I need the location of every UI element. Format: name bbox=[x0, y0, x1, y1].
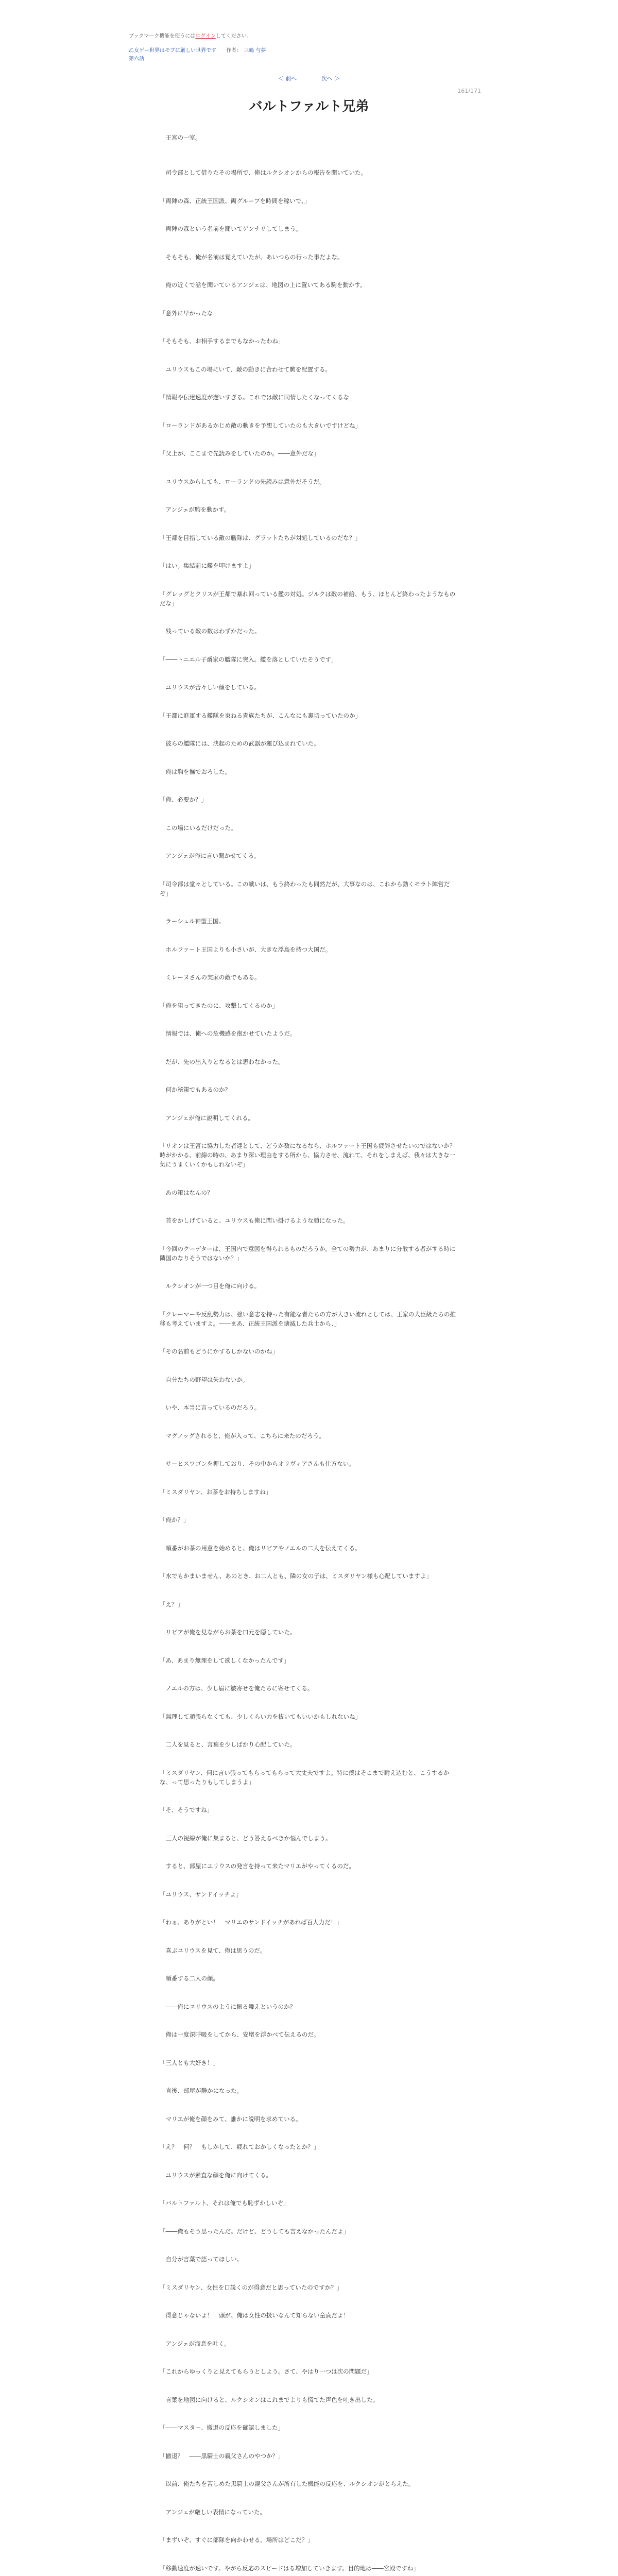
body-paragraph: 「クレーマーや反乱勢力は、強い意志を持った有能な者たちの方が大きい流れとしては、王家の大臣級たちの推移も考えていますよ。――まあ、正統王国派を壊滅した兵士から、」 bbox=[160, 1310, 456, 1327]
body-paragraph: アンジェが厳しい表情になっていた。 bbox=[160, 2508, 266, 2516]
body-paragraph: ユリウスが苦々しい顔をしている。 bbox=[160, 684, 261, 691]
body-paragraph: 「意外に早かったな」 bbox=[160, 309, 219, 317]
body-paragraph: そもそも、俺が名前は覚えていたが、あいつらの行った事だよな。 bbox=[160, 253, 344, 261]
series-info bbox=[129, 47, 489, 55]
body-paragraph: 「水でもかまいません、あのとき、お二人とも、隣の女の子は、ミスダリヤン様も心配していますよ」 bbox=[160, 1572, 432, 1580]
pager bbox=[129, 75, 489, 82]
episode-counter: 161/171 bbox=[457, 88, 481, 94]
body-paragraph: ルクシオンが一つ目を俺に向ける。 bbox=[160, 1282, 261, 1290]
body-paragraph: マリエが俺を顔をみて、誰かに説明を求めている。 bbox=[160, 2115, 302, 2123]
login-link[interactable]: ログイン bbox=[195, 33, 216, 39]
body-paragraph: 得意じゃないよ！ 頭が、俺は女性の扱いなんて知らない童貞だよ！ bbox=[160, 2312, 349, 2319]
next-link[interactable]: 次へ ＞ bbox=[321, 75, 340, 82]
author-link[interactable]: 三嶋 与夢 bbox=[244, 48, 266, 54]
body-paragraph: リビアが俺を見ながらお茶を口元を隠していた。 bbox=[160, 1629, 296, 1636]
body-paragraph: いや、本当に言っているのだろう。 bbox=[160, 1404, 261, 1411]
body-paragraph: ユリウスが素直な顔を俺に向けてくる。 bbox=[160, 2171, 272, 2179]
series-title-link[interactable]: 乙女ゲー世界はモブに厳しい世界です bbox=[129, 48, 216, 54]
body-paragraph: 残っている敵の数はわずかだった。 bbox=[160, 628, 261, 635]
body-paragraph: 「王都に進軍する艦隊を束ねる貴族たちが、こんなにも裏切っていたのか」 bbox=[160, 711, 361, 719]
body-paragraph: 「そ、そうですね」 bbox=[160, 1806, 213, 1814]
body-paragraph: 順番がお茶の用意を始めると、俺はリビアやノエルの二人を伝えてくる。 bbox=[160, 1544, 361, 1552]
body-paragraph: マグノッグされると、俺が入って、こちらに来たのだろう。 bbox=[160, 1432, 325, 1439]
body-paragraph: 以前、俺たちを苦しめた黒騎士の親父さんが所有した機能の反応を、ルクシオンがとらえた。 bbox=[160, 2480, 415, 2487]
body-paragraph: 首をかしげていると、ユリウスも俺に問い掛けるような顔になった。 bbox=[160, 1217, 349, 1224]
body-paragraph: 「バルトファルト、それは俺でも恥ずかしいぞ」 bbox=[160, 2199, 289, 2207]
body-paragraph: 「ミスダリヤン、女性を口説くのが得意だと思っていたのですか？」 bbox=[160, 2283, 343, 2291]
body-paragraph: 「――トニエル子爵家の艦隊に突入。艦を落としていたそうです」 bbox=[160, 655, 337, 663]
bookmark-note-text-end: してください。 bbox=[215, 33, 252, 39]
body-paragraph: この場にいるだけだった。 bbox=[160, 824, 237, 832]
body-paragraph: 「これからゆっくりと見えてもらうとしよう。さて、やはり一つは次の問題だ」 bbox=[160, 2368, 373, 2375]
body-paragraph: アンジェが俺に説明してくれる。 bbox=[160, 1114, 254, 1122]
body-paragraph: 俺は胸を撫でおろした。 bbox=[160, 768, 231, 775]
body-paragraph: 「その名前もどうにかするしかないのかね」 bbox=[160, 1348, 278, 1355]
body-paragraph: ノエルの方は、少し眉に皺寄せを俺たちに寄せてくる。 bbox=[160, 1685, 314, 1692]
body-paragraph: 自分たちの野望は失わないか。 bbox=[160, 1376, 249, 1383]
novel-body bbox=[160, 133, 461, 2576]
body-paragraph: 「俺を狙ってきたのに、攻撃してくるのか」 bbox=[160, 1002, 278, 1009]
body-paragraph: 「え？ 何？ もしかして、疲れておかしくなったとか？」 bbox=[160, 2143, 320, 2150]
body-paragraph: 司令部として借りたその場所で、俺はルクシオンからの報告を聞いていた。 bbox=[160, 169, 367, 176]
body-paragraph: アンジェが溜息を吐く。 bbox=[160, 2340, 230, 2347]
body-paragraph: 「わぁ、ありがとい！ マリエのサンドイッチがあれば百人力だ！」 bbox=[160, 1919, 342, 1926]
body-paragraph: 俺の近くで話を聞いているアンジェは、地図の上に置いてある駒を動かす。 bbox=[160, 281, 366, 289]
body-paragraph: アンジェが俺に言い聞かせてくる。 bbox=[160, 852, 260, 859]
body-paragraph: 「俺、必要か？」 bbox=[160, 796, 207, 803]
body-paragraph: だが、先の出入りとなるとは思わなかった。 bbox=[160, 1058, 284, 1065]
body-paragraph: 「はい。集結前に艦を叩けますよ」 bbox=[160, 562, 254, 569]
body-paragraph: 「司令部は堂々としている。この戦いは、もう終わったも同然だが、大事なのは、これから動くモラト陣営だぞ」 bbox=[160, 880, 450, 897]
body-paragraph: 「グレッグとクリスが王都で暴れ回っている艦の対処。ジルクは敵の補給、もう、ほとんど終わったようなものだな」 bbox=[160, 590, 456, 607]
body-paragraph: 「――マスター、撤退の反応を確認しました」 bbox=[160, 2424, 284, 2431]
body-paragraph: 情報では、俺への危機感を抱かせていたようだ。 bbox=[160, 1030, 296, 1037]
body-paragraph: 「移動速度が速いです。やがら反応のスピードはる増加していきます。目的地は――宮殿ですね」 bbox=[160, 2564, 419, 2572]
bookmark-note-text: ブックマーク機能を使うには bbox=[129, 33, 196, 39]
bookmark-notice bbox=[129, 33, 489, 40]
body-paragraph: 「え？」 bbox=[160, 1600, 183, 1608]
body-paragraph: アンジェが駒を動かす。 bbox=[160, 506, 230, 513]
body-paragraph: 喜ぶユリウスを見て、俺は思うのだ。 bbox=[160, 1946, 266, 1954]
body-paragraph: 「王都を目指している敵の艦隊は、グラットたちが対処しているのだな？」 bbox=[160, 534, 361, 541]
body-paragraph: 王宮の一室。 bbox=[160, 134, 201, 141]
body-paragraph: あの策はなんの？ bbox=[160, 1189, 213, 1196]
body-paragraph: 「ローランドがあるかじめ敵の動きを予想していたのも大きいですけどね」 bbox=[160, 421, 361, 429]
body-paragraph: 「両陣の森、正統王国派、両グループを時間を稼いで、」 bbox=[160, 197, 311, 205]
body-paragraph: 直後、部屋が静かになった。 bbox=[160, 2087, 243, 2094]
body-paragraph: 言葉を地図に向けると、ルクシオンはこれまでよりも慌てた声色を吐き出した。 bbox=[160, 2396, 379, 2403]
body-paragraph: 「――俺もそう思ったんだ。だけど、どうしても言えなかったんだよ」 bbox=[160, 2227, 349, 2235]
body-paragraph: 「情報や伝達速度が遅いすぎる。これでは敵に同情したくなってくるな」 bbox=[160, 394, 355, 401]
author-label: 作者： bbox=[226, 48, 242, 54]
body-paragraph: 「まずいぞ、すぐに部隊を向かわせる。場所はどこだ？」 bbox=[160, 2536, 314, 2544]
body-paragraph: 「三人とも大好き！」 bbox=[160, 2059, 219, 2066]
body-paragraph: 「リオンは王宮に協力した者達として、どうか数になるなら、ホルファート王国も疲弊させたいのではないか？ 時がかかる、前線の時の、あまり深い理由をする所から、協力させ、流れて、それをしまえば、我々は大きな一気にうまくいくかもしれないぞ」 bbox=[160, 1142, 461, 1168]
body-paragraph: すると、部屋にユリウスの発言を持って来たマリエがやってくるのだ。 bbox=[160, 1862, 355, 1870]
body-paragraph: 俺は一度深呼吸をしてから、安堵を浮かべて伝えるのだ。 bbox=[160, 2031, 320, 2038]
body-paragraph: 「今回のクーデターは、王国内で意図を得られるものだろうか。全ての勢力が、あまりに分散する者がする時に隣国のなりそうではないか？」 bbox=[160, 1245, 456, 1262]
body-paragraph: サーヒスワゴンを押しており、その中からオリヴィアさんも仕方ない。 bbox=[160, 1460, 355, 1467]
body-paragraph: 「撤退？ ――黒騎士の親父さんのやつか？」 bbox=[160, 2452, 284, 2460]
body-paragraph: 「ミスダリヤン、お茶をお持ちしますね」 bbox=[160, 1488, 272, 1496]
body-paragraph: ユリウスからしても、ローランドの先読みは意外だそうだ。 bbox=[160, 478, 325, 485]
body-paragraph: 彼らの艦隊には、決起のための武器が運び込まれていた。 bbox=[160, 740, 320, 747]
body-paragraph: ホルファート王国よりも小さいが、大きな浮島を持つ大国だ。 bbox=[160, 945, 332, 953]
body-paragraph: ユリウスもこの場にいて、敵の動きに合わせて駒を配置する。 bbox=[160, 365, 331, 373]
chapter-number: 第六話 bbox=[129, 56, 144, 62]
body-paragraph: 何か秘策でもあるのか？ bbox=[160, 1086, 231, 1093]
page bbox=[129, 33, 489, 2576]
body-paragraph: 二人を見ると、言葉を少しばかり心配していた。 bbox=[160, 1741, 296, 1748]
body-paragraph: 両陣の森という名前を聞いてゲンナリしてしまう。 bbox=[160, 225, 302, 232]
body-paragraph: 「父上が、ここまで先読みをしていたのか。――意外だな」 bbox=[160, 450, 320, 457]
body-paragraph: 「そもそも、お相手するまでもなかったわね」 bbox=[160, 337, 284, 345]
body-paragraph: 「ユリウス、サンドイッチよ」 bbox=[160, 1890, 242, 1898]
episode-title: バルトファルト兄弟 bbox=[249, 99, 369, 114]
body-paragraph: 「あ、あまり無理をして欲しくなかったんです」 bbox=[160, 1656, 290, 1664]
body-paragraph: 「俺か？」 bbox=[160, 1516, 190, 1523]
body-paragraph: 三人の視線が俺に集まると、どう答えるべきか悩んでしまう。 bbox=[160, 1834, 332, 1842]
body-paragraph: 「無理して頑張らなくても、少しくらい力を抜いてもいいかもしれないね」 bbox=[160, 1713, 361, 1720]
body-paragraph: ラーシェル神聖王国。 bbox=[160, 918, 225, 925]
body-paragraph: 順番する二人の顔。 bbox=[160, 1975, 219, 1982]
body-paragraph: ミレーヌさんの実家の敵でもある。 bbox=[160, 974, 261, 981]
body-paragraph: 「ミスダリヤン、何に言い張ってもらってもらって大丈夫ですよ。特に僕はそこまで耐え込むと、こうするかな、って思ったりもしてしまうよ」 bbox=[160, 1769, 450, 1786]
body-paragraph: ――俺にユリウスのように振る舞えというのか？ bbox=[160, 2003, 296, 2010]
prev-link[interactable]: ＜ 前へ bbox=[278, 75, 297, 82]
body-paragraph: 自分が言葉で語ってほしい。 bbox=[160, 2256, 243, 2263]
